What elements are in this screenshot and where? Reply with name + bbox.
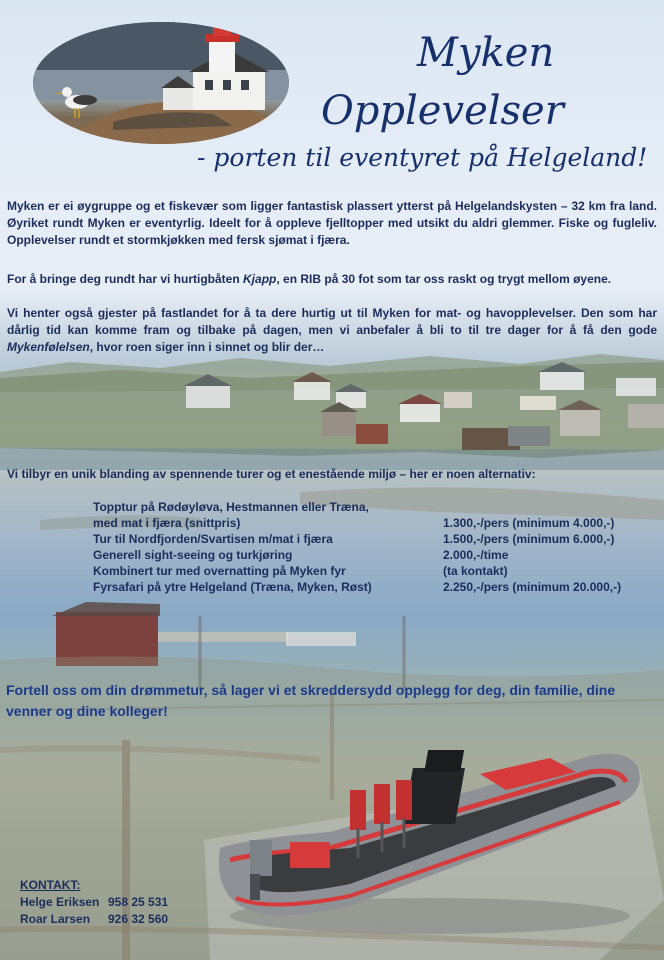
contact-row — [20, 894, 168, 911]
contact-name: Roar Larsen — [20, 912, 91, 926]
price-row — [93, 563, 658, 579]
myken-feeling: Mykenfølelsen — [7, 340, 90, 354]
contact-row — [20, 911, 168, 928]
offer-price: 1.300,-/pers (minimum 4.000,-) — [443, 516, 615, 530]
offer-name: med mat i fjæra (snittpris) — [93, 516, 241, 530]
contact-heading: KONTAKT: — [20, 878, 81, 892]
offer-price: (ta kontakt) — [443, 564, 508, 578]
price-row — [93, 515, 658, 531]
intro-paragraph-3: Vi henter også gjester på fastlandet for å ta dere hurtig ut til Myken for mat- og havopplevelser. Den som har dårlig tid kan komme fram og tilbake på dagen, men vi anbefaler å bli to til tre dager for å få den gode Mykenfølelsen, hvor roen siger inn i sinnet og blir der… — [7, 306, 657, 354]
price-row — [93, 547, 658, 563]
title-line-1: Myken — [417, 30, 555, 76]
lighthouse-photo — [33, 22, 289, 144]
contact-block — [20, 877, 168, 928]
boat-name: Kjapp — [243, 272, 277, 286]
offers-intro: Vi tilbyr en unik blanding av spennende turer og et enestående miljø – her er noen alternativ: — [7, 467, 536, 481]
offer-price: 1.500,-/pers (minimum 6.000,-) — [443, 532, 615, 546]
rib-boat-image — [210, 728, 650, 938]
contact-phone[interactable]: 958 25 531 — [108, 895, 169, 909]
price-row — [93, 579, 658, 595]
contact-name: Helge Eriksen — [20, 895, 100, 909]
offer-price — [443, 499, 658, 515]
offer-name: Kombinert tur med overnatting på Myken fyr — [93, 564, 346, 578]
offer-name: Fyrsafari på ytre Helgeland (Træna, Myken, Røst) — [93, 580, 372, 594]
price-row — [93, 531, 658, 547]
title-line-2: Opplevelser — [321, 88, 564, 134]
offer-name: Tur til Nordfjorden/Svartisen m/mat i fjæra — [93, 532, 333, 546]
offer-name: Generell sight-seeing og turkjøring — [93, 548, 293, 562]
offer-price: 2.250,-/pers (minimum 20.000,-) — [443, 580, 622, 594]
tagline: - porten til eventyret på Helgeland! — [197, 143, 648, 172]
offer-name: Topptur på Rødøyløva, Hestmannen eller Træna, — [93, 500, 369, 514]
offer-price: 2.000,-/time — [443, 548, 509, 562]
price-list — [93, 499, 658, 595]
contact-phone[interactable]: 926 32 560 — [108, 912, 169, 926]
price-row — [93, 499, 658, 515]
intro-paragraph-2: For å bringe deg rundt har vi hurtigbåten Kjapp, en RIB på 30 fot som tar oss raskt og trygt mellom øyene. — [7, 272, 612, 286]
intro-paragraph-1: Myken er ei øygruppe og et fiskevær som ligger fantastisk plassert ytterst på Helgelandskysten – 32 km fra land. Øyriket rundt Myken er eventyrlig. Ideelt for å oppleve fjelltopper med utsikt du aldri glemmer. Fiske og fugleliv. Opplevelser rundt et stormkjøkken med fersk sjømat i fjæra. — [7, 199, 657, 247]
call-to-action: Fortell oss om din drømmetur, så lager vi et skreddersydd opplegg for deg, din familie, dine venner og dine kolleger! — [6, 682, 616, 719]
